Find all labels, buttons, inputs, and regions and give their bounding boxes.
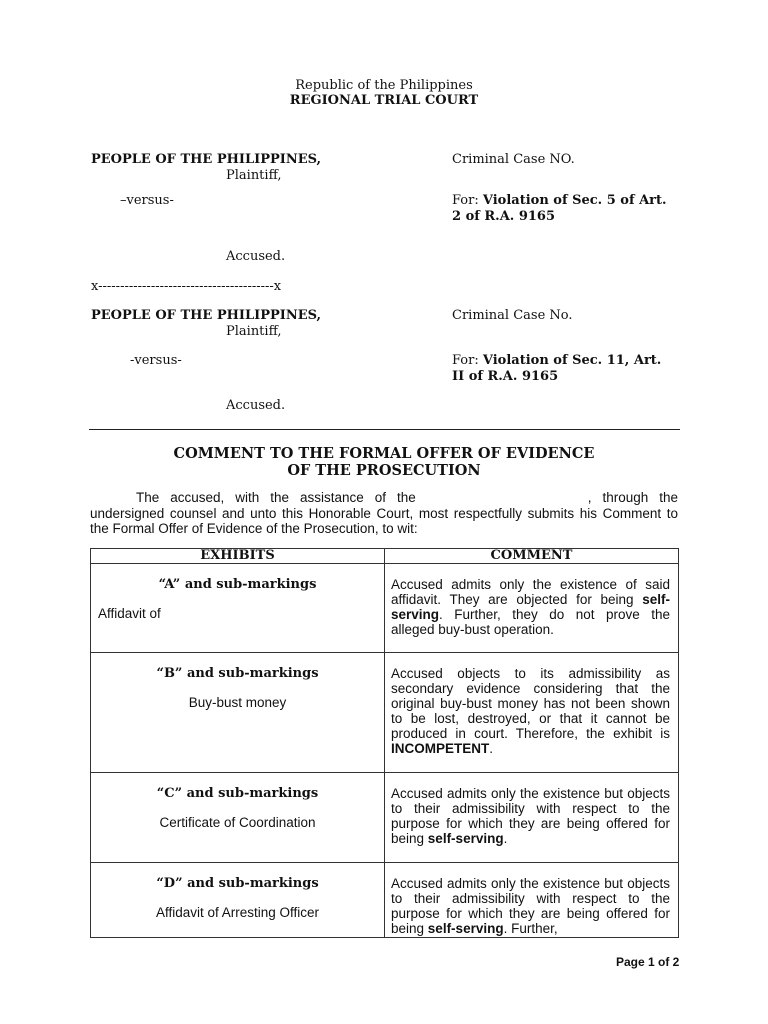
comment-text: Accused admits only the existence of said affidavit. They are objected for being <box>391 577 670 607</box>
case2-violation-line2: II of R.A. 9165 <box>452 369 559 384</box>
comment-text: . Further, <box>503 921 558 936</box>
exhibit-description: Certificate of Coordination <box>159 815 316 830</box>
case2-plaintiff: Plaintiff, <box>226 324 282 339</box>
comment-cell <box>385 863 679 938</box>
case1-plaintiff: Plaintiff, <box>226 168 282 183</box>
comment-text: . <box>489 741 494 756</box>
comment-text: . Further, they do not prove the alleged buy-bust operation. <box>391 607 670 637</box>
section-divider <box>89 429 680 430</box>
exhibit-cell <box>91 653 385 773</box>
comment-text: . <box>503 831 508 846</box>
case2-party: PEOPLE OF THE PHILIPPINES, <box>91 308 322 323</box>
table-row <box>91 773 679 863</box>
comment-cell <box>385 564 679 653</box>
exhibit-mark: “B” and sub-markings <box>156 666 319 681</box>
republic-heading: Republic of the Philippines <box>295 78 473 93</box>
case1-case-number: Criminal Case NO. <box>452 152 575 167</box>
case1-offense <box>452 193 692 225</box>
case1-for-label: For: <box>452 193 479 208</box>
case1-violation-line2: 2 of R.A. 9165 <box>452 209 556 224</box>
comment-cell <box>385 773 679 863</box>
table-header-row <box>91 549 679 564</box>
exhibit-mark: “A” and sub-markings <box>158 577 317 592</box>
table-row <box>91 863 679 938</box>
exhibit-mark: “D” and sub-markings <box>156 876 319 891</box>
exhibit-description: Affidavit of Arresting Officer <box>155 905 320 920</box>
case2-offense <box>452 353 692 385</box>
case1-party: PEOPLE OF THE PHILIPPINES, <box>91 152 322 167</box>
comment-emphasis: self-serving <box>427 831 504 846</box>
comment-text: Accused objects to its admissibility as secondary evidence considering that the original buy-bust money has not been shown to be lost, destroyed, or that it cannot be produced in court. Therefore, the exhibit is <box>391 666 670 741</box>
intro-part1: The accused, with the assistance of the <box>136 490 416 505</box>
exhibit-cell <box>91 773 385 863</box>
comment-column-header: COMMENT <box>385 549 679 564</box>
comment-text: Accused admits only the existence but objects to their admissibility with respect to the purpose for which they are being offered for being <box>391 786 670 846</box>
comment-emphasis: self-serving <box>391 592 670 622</box>
table-row <box>91 653 679 773</box>
exhibit-description: Affidavit of <box>98 606 161 621</box>
case2-for-label: For: <box>452 353 479 368</box>
case1-violation-line1: Violation of Sec. 5 of Art. <box>482 193 667 208</box>
case1-accused: Accused. <box>226 249 286 264</box>
case2-violation-line1: Violation of Sec. 11, Art. <box>482 353 662 368</box>
comment-text: Accused admits only the existence but objects to their admissibility with respect to the purpose for which they are being offered for being <box>391 876 670 936</box>
exhibit-description: Buy-bust money <box>188 695 287 710</box>
comment-emphasis: INCOMPETENT <box>391 741 490 756</box>
exhibits-column-header: EXHIBITS <box>91 549 385 564</box>
case1-versus: –versus- <box>120 193 174 208</box>
case2-accused: Accused. <box>226 398 286 413</box>
intro-paragraph <box>90 490 678 537</box>
page-number: Page 1 of 2 <box>616 955 680 969</box>
case2-versus: -versus- <box>130 353 182 368</box>
court-heading: REGIONAL TRIAL COURT <box>289 93 479 108</box>
comment-cell <box>385 653 679 773</box>
exhibit-cell <box>91 564 385 653</box>
document-title-line1: COMMENT TO THE FORMAL OFFER OF EVIDENCE <box>173 445 595 462</box>
exhibits-table <box>90 548 679 938</box>
comment-emphasis: self-serving <box>427 921 504 936</box>
document-title-line2: OF THE PROSECUTION <box>287 462 481 479</box>
table-row <box>91 564 679 653</box>
exhibit-cell <box>91 863 385 938</box>
intro-part2: , through the undersigned counsel and unto this Honorable Court, most respectfully submits his Comment to the Formal Offer of Evidence of the Prosecution, to wit: <box>90 490 678 536</box>
exhibit-mark: “C” and sub-markings <box>156 786 319 801</box>
case-separator: x----------------------------------------x <box>91 279 282 294</box>
case2-case-number: Criminal Case No. <box>452 308 573 323</box>
